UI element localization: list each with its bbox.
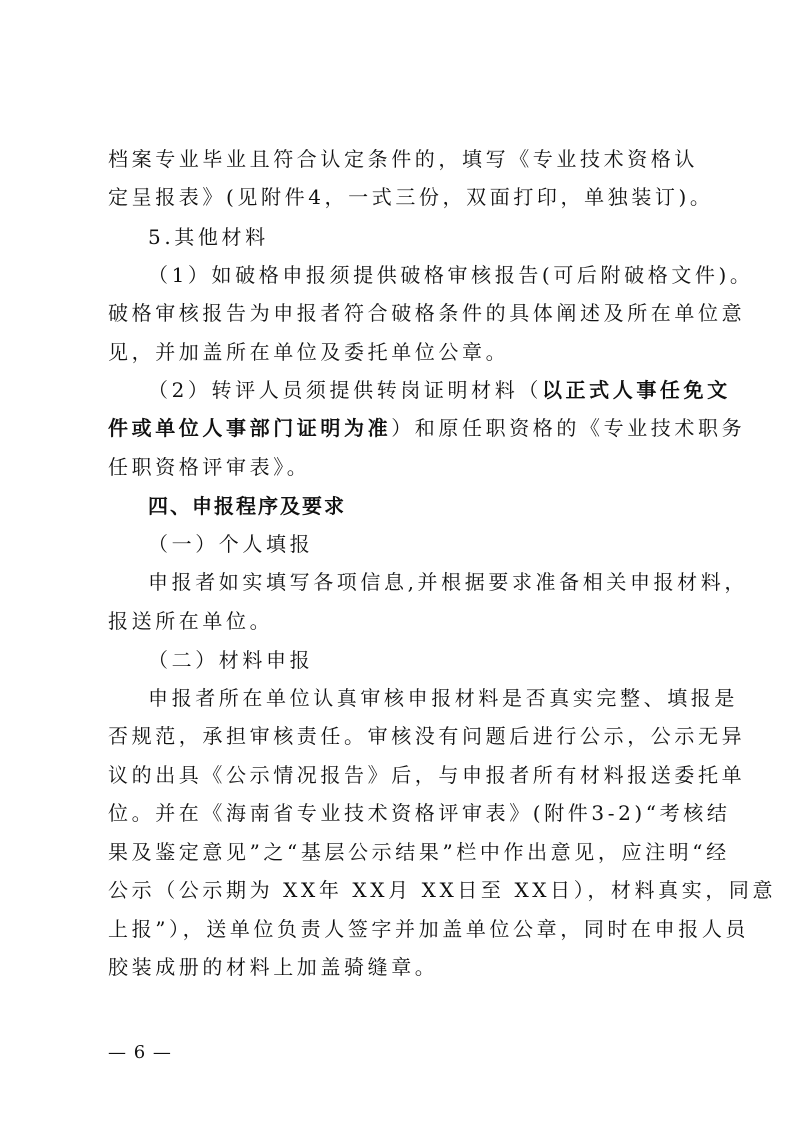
text-normal: （2）转评人员须提供转岗证明材料（ [148,378,542,402]
section-item-5-title: 5.其他材料 [148,225,269,249]
page-number: — 6 — [108,1042,172,1063]
paragraph-line: 档案专业毕业且符合认定条件的，填写《专业技术资格认 [108,147,698,171]
paragraph-line: 申报者如实填写各项信息,并根据要求准备相关申报材料， [148,570,748,594]
paragraph-line: 破格审核报告为申报者符合破格条件的具体阐述及所在单位意 [108,301,746,325]
text-normal: ）和原任职资格的《专业技术职务 [391,416,746,440]
paragraph-line-mixed [148,375,731,405]
paragraph-line: 否规范，承担审核责任。审核没有问题后进行公示，公示无异 [108,724,746,748]
paragraph-line: 见，并加盖所在单位及委托单位公章。 [108,340,510,364]
subsection-heading-1: （一）个人填报 [148,532,314,556]
paragraph-line: 报送所在单位。 [108,609,274,633]
paragraph-line: 议的出具《公示情况报告》后，与申报者所有材料报送委托单 [108,763,746,787]
text-bold: 以正式人事任免文 [541,378,731,402]
paragraph-line: 申报者所在单位认真审核申报材料是否真实完整、填报是 [148,686,738,710]
paragraph-line: 任职资格评审表》。 [108,455,311,479]
paragraph-line-mixed [108,413,746,443]
paragraph-line: 公示（公示期为 XX年 XX月 XX日至 XX日），材料真实，同意 [108,878,777,902]
paragraph-line: 位。并在《海南省专业技术资格评审表》(附件3-2)“考核结 [108,801,731,825]
subsection-heading-2: （二）材料申报 [148,648,314,672]
paragraph-line: （1）如破格申报须提供破格审核报告(可后附破格文件)。 [148,263,754,287]
paragraph-line: 定呈报表》(见附件4，一式三份，双面打印，单独装订)。 [108,185,714,209]
paragraph-line: 果及鉴定意见”之“基层公示结果”栏中作出意见，应注明“经 [108,840,730,864]
paragraph-line: 胶装成册的材料上加盖骑缝章。 [108,955,439,979]
section-heading-4: 四、申报程序及要求 [148,494,346,518]
text-bold: 件或单位人事部门证明为准 [108,416,392,440]
paragraph-line: 上报”），送单位负责人签字并加盖单位公章，同时在申报人员 [108,917,750,941]
